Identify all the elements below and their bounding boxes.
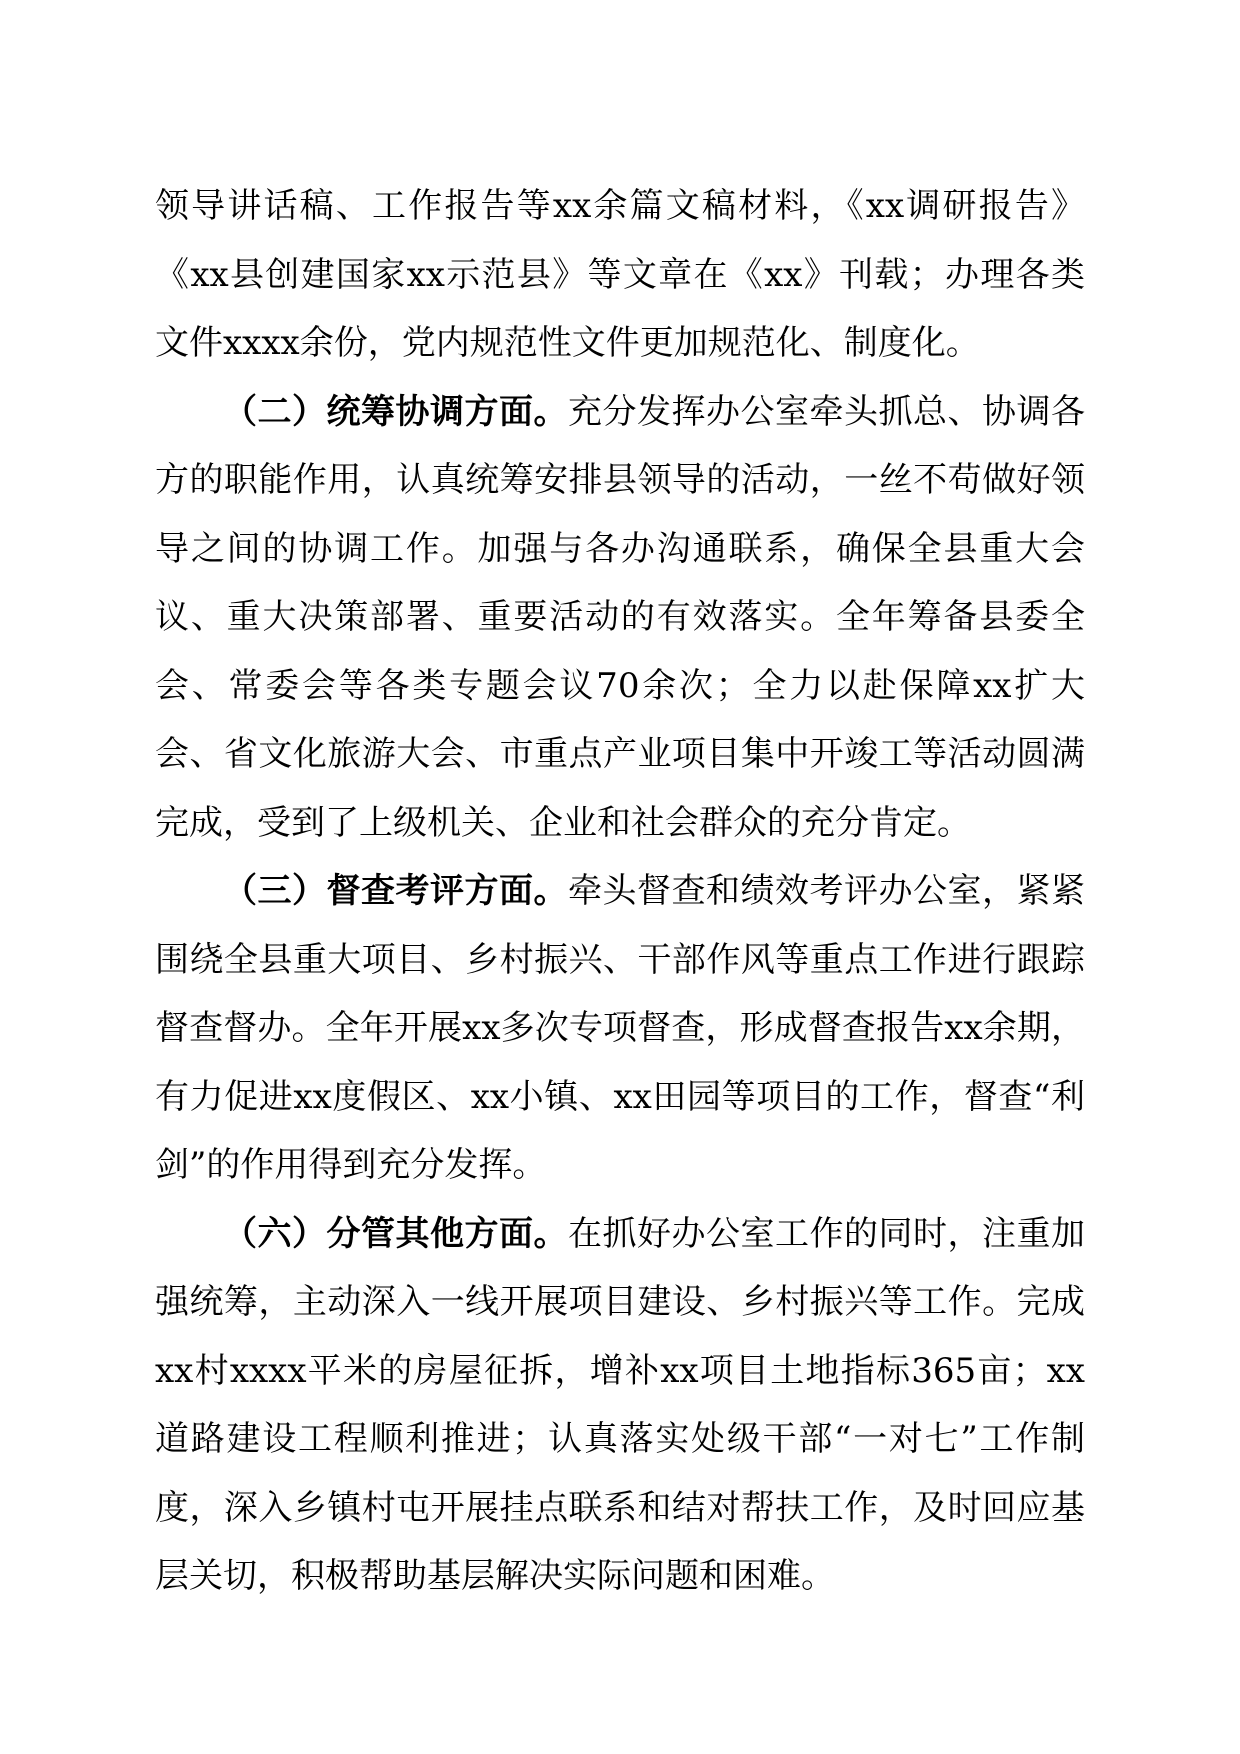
paragraph-other bbox=[155, 1200, 1085, 1611]
paragraph-text: 充分发挥办公室牵头抓总、协调各方的职能作用，认真统筹安排县领导的活动，一丝不苟做好领导之间的协调工作。加强与各办沟通联系，确保全县重大会议、重大决策部署、重要活动的有效落实。全年筹备县委全会、常委会等各类专题会议70余次；全力以赴保障xx扩大会、省文化旅游大会、市重点产业项目集中开竣工等活动圆满完成，受到了上级机关、企业和社会群众的充分肯定。 bbox=[155, 391, 1085, 843]
section-heading-other: （六）分管其他方面。 bbox=[223, 1213, 568, 1254]
section-heading-coordination: （二）统筹协调方面。 bbox=[223, 391, 568, 432]
paragraph-coordination bbox=[155, 378, 1085, 858]
paragraph-continuation bbox=[155, 172, 1085, 378]
paragraph-supervision bbox=[155, 857, 1085, 1200]
document-body bbox=[155, 172, 1085, 1611]
paragraph-text: 牵头督查和绩效考评办公室，紧紧围绕全县重大项目、乡村振兴、干部作风等重点工作进行跟踪督查督办。全年开展xx多次专项督查，形成督查报告xx余期，有力促进xx度假区、xx小镇、xx田园等项目的工作，督查“利剑”的作用得到充分发挥。 bbox=[155, 871, 1085, 1185]
paragraph-text: 在抓好办公室工作的同时，注重加强统筹，主动深入一线开展项目建设、乡村振兴等工作。完成xx村xxxx平米的房屋征拆，增补xx项目土地指标365亩；xx道路建设工程顺利推进；认真落实处级干部“一对七”工作制度，深入乡镇村屯开展挂点联系和结对帮扶工作，及时回应基层关切，积极帮助基层解决实际问题和困难。 bbox=[155, 1213, 1085, 1596]
paragraph-text: 领导讲话稿、工作报告等xx余篇文稿材料，《xx调研报告》《xx县创建国家xx示范县》等文章在《xx》刊载；办理各类文件xxxx余份，党内规范性文件更加规范化、制度化。 bbox=[155, 186, 1085, 363]
section-heading-supervision: （三）督查考评方面。 bbox=[223, 871, 568, 911]
